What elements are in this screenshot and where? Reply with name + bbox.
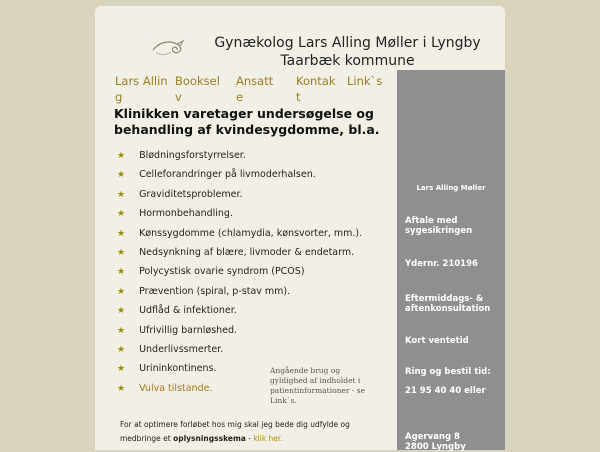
sidebar-phone[interactable]: 21 95 40 40 eller — [405, 386, 486, 396]
star-icon: ★ — [117, 345, 126, 355]
star-icon: ★ — [117, 286, 126, 297]
sidebar-provider-number: Ydernr. 210196 — [405, 259, 478, 269]
star-icon: ★ — [117, 306, 126, 317]
star-icon: ★ — [117, 325, 126, 336]
footer-text: For at optimere forløbet hos mig skal jeg bede dig udfylde og medbringe et oplysningsskema - klik her. — [120, 420, 350, 443]
nav-item-lars-alling[interactable]: Lars Alling — [115, 74, 168, 104]
nav-item-ansatte[interactable]: Ansatt e — [236, 74, 274, 104]
logo-bird-icon — [151, 36, 185, 58]
nav-item-booksel[interactable]: Booksel v — [175, 74, 220, 104]
list-item: ★ Hormonbehandling. — [117, 208, 233, 220]
star-icon: ★ — [117, 364, 126, 375]
star-icon: ★ — [117, 248, 126, 258]
star-icon: ★ — [117, 267, 126, 278]
sidebar-evening-hours: Eftermiddags- & aftenkonsultation — [405, 294, 491, 314]
star-icon: ★ — [117, 383, 126, 394]
links-link[interactable]: Link`s. — [270, 396, 297, 405]
nav-item-links[interactable]: Link`s — [347, 74, 383, 88]
list-item: ★ Ufrivillig barnløshed. — [117, 324, 238, 336]
star-icon: ★ — [117, 151, 126, 161]
sidebar-address-city: 2800 Lyngby — [405, 442, 466, 452]
star-icon: ★ — [117, 189, 126, 200]
list-item: ★ Underlivssmerter. — [117, 344, 224, 355]
sidebar-book-time: Ring og bestil tid: — [405, 367, 491, 377]
star-icon: ★ — [117, 228, 126, 239]
contact-sidebar — [397, 70, 505, 450]
patient-info-note: Angående brug og gyldighed af indholdet i patientinformationer - se Link`s. — [270, 366, 366, 405]
sidebar-doctor-name: Lars Alling Møller — [416, 184, 486, 192]
form-name: oplysningsskema — [173, 434, 246, 443]
list-item: ★ Polycystisk ovarie syndrom (PCOS) — [117, 266, 305, 278]
list-item: ★ Kønssygdomme (chlamydia, kønsvorter, mm.). — [117, 227, 363, 239]
list-item: ★ Prævention (spiral, p-stav mm). — [117, 285, 291, 297]
sidebar-agreement: Aftale med sygesikringen — [405, 216, 473, 236]
sidebar-short-wait: Kort ventetid — [405, 336, 469, 346]
star-icon: ★ — [117, 209, 126, 220]
list-item: ★ Urininkontinens. — [117, 363, 217, 375]
list-item-vulva-link[interactable]: ★ Vulva tilstande. — [117, 382, 213, 394]
page-panel — [95, 6, 505, 450]
list-item: ★ Udflåd & infektioner. — [117, 305, 237, 317]
star-icon: ★ — [117, 170, 126, 181]
list-item: ★ Blødningsforstyrrelser. — [117, 150, 246, 161]
page-title: Gynækolog Lars Alling Møller i Lyngby Taarbæk kommune — [214, 35, 481, 69]
list-item: ★ Celleforandringer på livmoderhalsen. — [117, 169, 316, 181]
list-item: ★ Graviditetsproblemer. — [117, 188, 243, 200]
sidebar-address-street: Agervang 8 — [405, 432, 460, 442]
list-item: ★ Nedsynkning af blære, livmoder & endetarm. — [117, 247, 355, 258]
intro-headline: Klinikken varetager undersøgelse og behandling af kvindesygdomme, bl.a. — [114, 106, 380, 137]
click-here-link[interactable]: klik her. — [253, 434, 283, 443]
nav-item-kontakt[interactable]: Kontak t — [296, 74, 336, 104]
